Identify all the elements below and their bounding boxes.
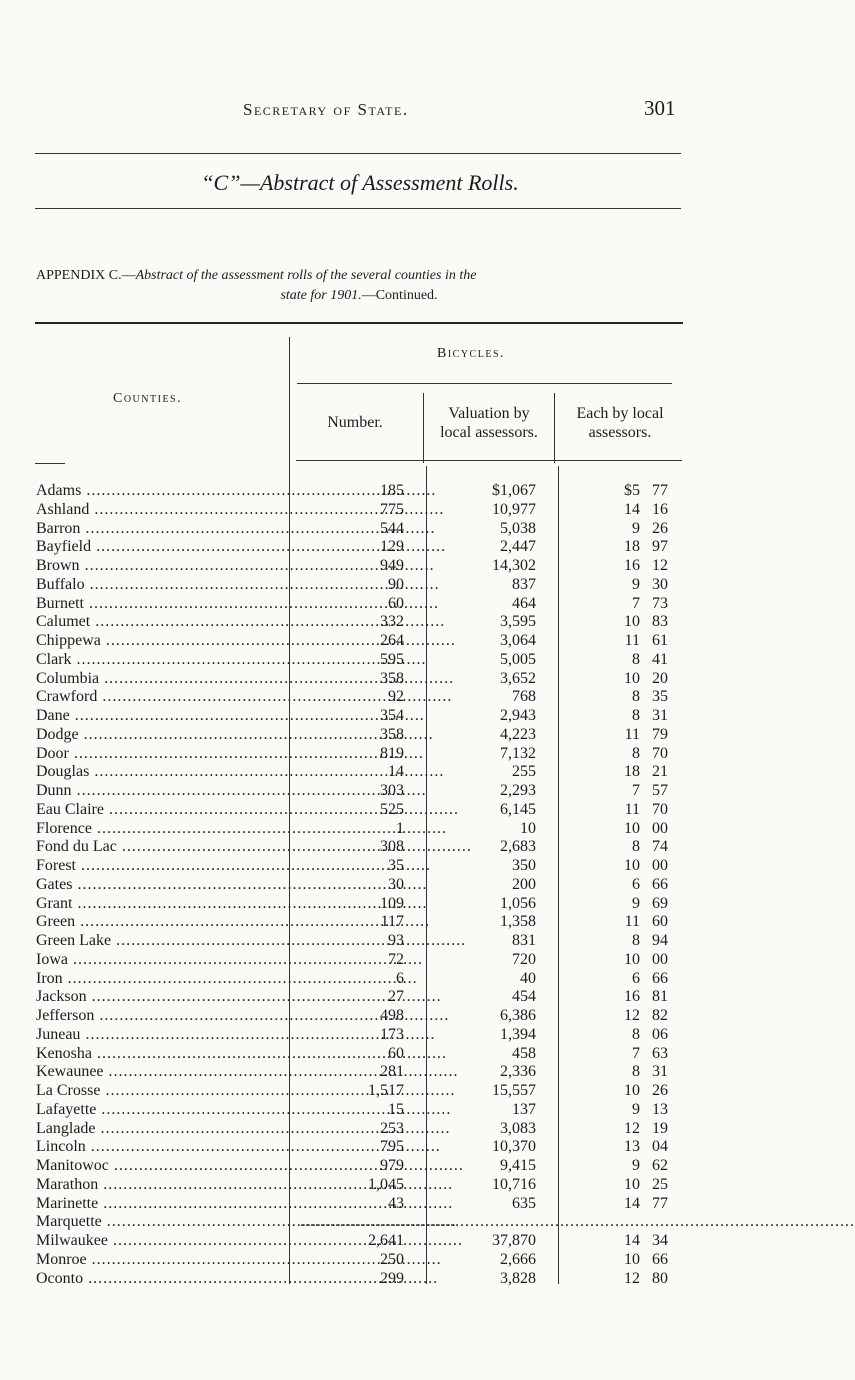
valuation: 3,595: [500, 613, 536, 631]
each-dollars: 18: [624, 763, 640, 781]
county-name: Green Lake .....: [36, 932, 288, 950]
county-name: Clark .....: [36, 651, 288, 669]
bicycle-count: 14: [388, 763, 404, 781]
each-dollars: 6: [632, 969, 640, 987]
bicycle-count: 819: [380, 744, 404, 762]
each-cents: 60: [652, 913, 668, 931]
each-cents: 80: [652, 1269, 668, 1287]
each-cents: 30: [652, 575, 668, 593]
caption-line-1: [36, 266, 682, 286]
bicycle-count: 595: [380, 650, 404, 668]
each-cents: 41: [652, 650, 668, 668]
each-header-line-2: assessors.: [588, 424, 652, 441]
table-row: [0, 1176, 844, 1195]
each-cents: 69: [652, 894, 668, 912]
bicycle-count: 60: [388, 594, 404, 612]
valuation: 10: [520, 819, 536, 837]
table-row: [0, 951, 844, 970]
bicycle-count: 35: [388, 857, 404, 874]
table-row: [0, 1213, 855, 1232]
each-dollars: 11: [624, 632, 640, 649]
table-row: [0, 1082, 844, 1101]
bicycle-count: 2,641: [368, 1232, 404, 1249]
no-data-leader: ...............................................................................................................: [300, 1213, 855, 1231]
table-row: [0, 726, 844, 745]
valuation: 14,302: [492, 557, 536, 574]
each-cents: 16: [652, 500, 668, 518]
each-cents: 21: [652, 763, 668, 781]
bicycle-count: 525: [380, 800, 404, 818]
table-row: [0, 557, 844, 576]
table-row: [0, 1251, 844, 1270]
each-dollars: 11: [624, 913, 640, 931]
county-name: Oconto .....: [36, 1270, 288, 1288]
each-cents: 62: [652, 1157, 668, 1174]
bicycle-count: 43: [388, 1194, 404, 1212]
group-header-rule: [297, 383, 672, 384]
each-cents: 12: [652, 557, 668, 574]
bicycle-count: 358: [380, 725, 404, 743]
bicycle-count: 281: [380, 1063, 404, 1081]
each-cents: 77: [652, 482, 668, 499]
each-cents: 20: [652, 669, 668, 687]
title-rule: [35, 208, 681, 209]
each-dollars: 14: [624, 1232, 640, 1249]
valuation: 1,394: [500, 1025, 536, 1043]
bicycle-count: 6: [396, 969, 404, 987]
running-head: Secretary of State.: [243, 100, 409, 119]
table-row: [0, 801, 844, 820]
valuation: 3,083: [500, 1119, 536, 1137]
table-top-rule: [35, 322, 683, 324]
number-header: Number.: [327, 414, 383, 431]
table-row: [0, 501, 844, 520]
bicycle-count: 979: [380, 1157, 404, 1174]
bicycle-count: 795: [380, 1138, 404, 1156]
each-cents: 77: [652, 1194, 668, 1212]
each-dollars: 7: [632, 1044, 640, 1062]
county-name: Buffalo .....: [36, 576, 288, 594]
valuation: 2,447: [500, 538, 536, 556]
valuation: 137: [512, 1100, 536, 1118]
county-name: Kenosha .....: [36, 1045, 288, 1063]
table-row: [0, 482, 844, 501]
table-row: [0, 632, 844, 651]
each-cents: 82: [652, 1007, 668, 1024]
valuation: 635: [512, 1194, 536, 1212]
county-name: Barron .....: [36, 520, 288, 538]
bicycle-count: 109: [380, 894, 404, 912]
each-dollars: 8: [632, 744, 640, 762]
page-number: 301: [644, 96, 676, 120]
each-dollars: 9: [632, 1100, 640, 1118]
table-row: [0, 913, 844, 932]
valuation-header: [424, 404, 554, 442]
county-name: Marathon .....: [36, 1176, 288, 1194]
county-name: Marquette .....: [36, 1213, 288, 1231]
each-cents: 66: [652, 875, 668, 893]
valuation: 7,132: [500, 744, 536, 762]
valuation-header-line-2: local assessors.: [440, 424, 538, 441]
bicycle-count: 27: [388, 988, 404, 1006]
bicycle-count: 332: [380, 613, 404, 631]
valuation: 5,005: [500, 650, 536, 668]
county-name: Ashland .....: [36, 501, 288, 519]
bicycle-count: 1: [396, 819, 404, 837]
county-name: Bayfield .....: [36, 538, 288, 556]
table-row: [0, 595, 844, 614]
valuation: 200: [512, 875, 536, 893]
each-cents: 13: [652, 1100, 668, 1118]
bicycle-count: 90: [388, 575, 404, 593]
each-dollars: 14: [624, 500, 640, 518]
table-row: [0, 1026, 844, 1045]
table-row: [0, 1063, 844, 1082]
each-dollars: 10: [624, 613, 640, 631]
county-name: Eau Claire .....: [36, 801, 288, 819]
county-name: Douglas .....: [36, 763, 288, 781]
table-row: [0, 988, 844, 1007]
section-title: “C”—Abstract of Assessment Rolls.: [201, 170, 519, 195]
valuation: 9,415: [500, 1157, 536, 1174]
each-dollars: 13: [624, 1138, 640, 1156]
each-dollars: 9: [632, 894, 640, 912]
each-cents: 61: [652, 632, 668, 649]
each-dollars: 8: [632, 707, 640, 724]
each-dollars: 8: [632, 688, 640, 706]
table-row: [0, 876, 844, 895]
each-cents: 81: [652, 988, 668, 1006]
each-dollars: 10: [624, 1250, 640, 1268]
bicycle-count: 253: [380, 1119, 404, 1137]
bicycle-count: 354: [380, 707, 404, 724]
bicycle-count: 358: [380, 669, 404, 687]
bicycle-count: 30: [388, 875, 404, 893]
each-dollars: 9: [632, 519, 640, 537]
each-cents: 26: [652, 519, 668, 537]
each-cents: 19: [652, 1119, 668, 1137]
valuation: 1,056: [500, 894, 536, 912]
valuation: 1,358: [500, 913, 536, 931]
valuation: 768: [512, 688, 536, 706]
each-cents: 70: [652, 800, 668, 818]
table-row: [0, 1045, 844, 1064]
valuation: 4,223: [500, 725, 536, 743]
valuation: 10,977: [492, 500, 536, 518]
county-name: Gates .....: [36, 876, 288, 894]
valuation: 6,386: [500, 1007, 536, 1024]
each-dollars: 10: [624, 819, 640, 837]
county-name: Burnett .....: [36, 595, 288, 613]
table-row: [0, 688, 844, 707]
valuation: $1,067: [492, 482, 536, 499]
header-stub-rule: [35, 463, 65, 464]
table-row: [0, 763, 844, 782]
each-cents: 57: [652, 782, 668, 799]
table-row: [0, 1007, 844, 1026]
county-name: Dane .....: [36, 707, 288, 725]
table-row: [0, 1270, 844, 1289]
valuation-header-divider: [554, 393, 555, 463]
valuation: 2,943: [500, 707, 536, 724]
bicycle-count: 173: [380, 1025, 404, 1043]
each-cents: 94: [652, 932, 668, 949]
county-name: Monroe .....: [36, 1251, 288, 1269]
table-row: [0, 670, 844, 689]
table-row: [0, 1195, 844, 1214]
county-name: Kewaunee .....: [36, 1063, 288, 1081]
each-dollars: 10: [624, 1175, 640, 1193]
table-row: [0, 1232, 844, 1251]
each-dollars: 11: [624, 725, 640, 743]
county-name: Door .....: [36, 745, 288, 763]
each-dollars: 10: [624, 950, 640, 968]
valuation: 5,038: [500, 519, 536, 537]
table-row: [0, 838, 844, 857]
county-name: Iowa .....: [36, 951, 288, 969]
table-row: [0, 932, 844, 951]
each-cents: 00: [652, 857, 668, 874]
bicycle-count: 250: [380, 1250, 404, 1268]
valuation: 831: [512, 932, 536, 949]
valuation: 350: [512, 857, 536, 874]
county-name: Adams .....: [36, 482, 288, 500]
bicycle-count: 1,517: [368, 1082, 404, 1099]
table-row: [0, 520, 844, 539]
valuation: 2,683: [500, 838, 536, 856]
caption-lead: APPENDIX C.—: [36, 268, 136, 283]
each-cents: 25: [652, 1175, 668, 1193]
table-row: [0, 857, 844, 876]
valuation: 454: [512, 988, 536, 1006]
valuation: 10,716: [492, 1175, 536, 1193]
each-cents: 26: [652, 1082, 668, 1099]
each-dollars: 16: [624, 988, 640, 1006]
each-dollars: 8: [632, 1025, 640, 1043]
valuation: 3,828: [500, 1269, 536, 1287]
bicycle-count: 15: [388, 1100, 404, 1118]
table-row: [0, 782, 844, 801]
each-cents: 97: [652, 538, 668, 556]
each-cents: 79: [652, 725, 668, 743]
county-name: Manitowoc .....: [36, 1157, 288, 1175]
county-name: Dunn .....: [36, 782, 288, 800]
each-dollars: 16: [624, 557, 640, 574]
county-name: Jackson .....: [36, 988, 288, 1006]
each-dollars: 10: [624, 1082, 640, 1099]
county-name: Langlade .....: [36, 1120, 288, 1138]
valuation: 2,666: [500, 1250, 536, 1268]
county-name: Calumet .....: [36, 613, 288, 631]
each-cents: 04: [652, 1138, 668, 1156]
valuation: 464: [512, 594, 536, 612]
bicycle-count: 308: [380, 838, 404, 856]
each-dollars: 8: [632, 838, 640, 856]
bicycle-count: 303: [380, 782, 404, 799]
table-row: [0, 1120, 844, 1139]
each-dollars: 6: [632, 875, 640, 893]
valuation: 2,293: [500, 782, 536, 799]
each-dollars: 8: [632, 932, 640, 949]
each-dollars: 14: [624, 1194, 640, 1212]
bicycle-count: 93: [388, 932, 404, 949]
county-name: Grant .....: [36, 895, 288, 913]
valuation: 15,557: [492, 1082, 536, 1099]
bicycle-count: 72: [388, 950, 404, 968]
county-name: Florence .....: [36, 820, 288, 838]
header-bottom-rule: [296, 460, 682, 461]
each-dollars: 12: [624, 1007, 640, 1024]
each-dollars: $5: [624, 482, 640, 499]
bicycle-count: 498: [380, 1007, 404, 1024]
top-rule: [35, 153, 681, 154]
valuation: 37,870: [492, 1232, 536, 1249]
bicycle-count: 117: [380, 913, 404, 931]
valuation: 837: [512, 575, 536, 593]
bicycles-header: Bicycles.: [437, 346, 506, 361]
bicycle-count: 299: [380, 1269, 404, 1287]
caption-line-2: [36, 286, 682, 306]
each-header-line-1: Each by local: [576, 405, 664, 422]
each-dollars: 12: [624, 1119, 640, 1137]
each-cents: 70: [652, 744, 668, 762]
county-name: Forest .....: [36, 857, 288, 875]
table-row: [0, 820, 844, 839]
county-name: Lincoln .....: [36, 1138, 288, 1156]
county-name: Marinette .....: [36, 1195, 288, 1213]
table-row: [0, 538, 844, 557]
each-dollars: 10: [624, 669, 640, 687]
county-name: Green .....: [36, 913, 288, 931]
valuation: 40: [520, 969, 536, 987]
valuation: 3,652: [500, 669, 536, 687]
county-name: Brown .....: [36, 557, 288, 575]
bicycle-count: 544: [380, 519, 404, 537]
county-name: Crawford .....: [36, 688, 288, 706]
each-cents: 66: [652, 969, 668, 987]
table-row: [0, 1101, 844, 1120]
each-cents: 06: [652, 1025, 668, 1043]
each-dollars: 9: [632, 1157, 640, 1174]
valuation: 10,370: [492, 1138, 536, 1156]
each-cents: 31: [652, 1063, 668, 1081]
bicycle-count: 92: [388, 688, 404, 706]
table-row: [0, 970, 844, 989]
county-name: La Crosse .....: [36, 1082, 288, 1100]
valuation: 6,145: [500, 800, 536, 818]
table-row: [0, 895, 844, 914]
each-dollars: 10: [624, 857, 640, 874]
valuation: 458: [512, 1044, 536, 1062]
each-dollars: 9: [632, 575, 640, 593]
valuation: 2,336: [500, 1063, 536, 1081]
number-header-divider: [423, 393, 424, 463]
each-dollars: 8: [632, 1063, 640, 1081]
caption-italic-1: Abstract of the assessment rolls of the several counties in the: [135, 268, 477, 283]
counties-header: Counties.: [113, 391, 183, 406]
valuation: 3,064: [500, 632, 536, 649]
each-header: [556, 404, 684, 442]
each-cents: 83: [652, 613, 668, 631]
each-cents: 66: [652, 1250, 668, 1268]
each-dollars: 8: [632, 650, 640, 668]
table-row: [0, 745, 844, 764]
county-name: Fond du Lac .....: [36, 838, 288, 856]
county-name: Lafayette .....: [36, 1101, 288, 1119]
county-name: Columbia .....: [36, 670, 288, 688]
county-name: Dodge .....: [36, 726, 288, 744]
table-row: [0, 1157, 844, 1176]
table-caption: [36, 266, 682, 306]
each-cents: 34: [652, 1232, 668, 1249]
table-row: [0, 651, 844, 670]
county-name: Chippewa .....: [36, 632, 288, 650]
each-dollars: 7: [632, 782, 640, 799]
bicycle-count: 775: [380, 500, 404, 518]
valuation: 255: [512, 763, 536, 781]
bicycle-count: 185: [380, 482, 404, 499]
table-row: [0, 707, 844, 726]
county-name: Jefferson .....: [36, 1007, 288, 1025]
each-dollars: 11: [624, 800, 640, 818]
bicycle-count: 60: [388, 1044, 404, 1062]
caption-italic-2: state for 1901.: [280, 288, 362, 303]
caption-continued: —Continued.: [361, 288, 438, 303]
bicycle-count: 949: [380, 557, 404, 574]
each-cents: 74: [652, 838, 668, 856]
county-name: Juneau .....: [36, 1026, 288, 1044]
county-name: Milwaukee .....: [36, 1232, 288, 1250]
each-dollars: 7: [632, 594, 640, 612]
each-cents: 00: [652, 950, 668, 968]
each-cents: 35: [652, 688, 668, 706]
table-row: [0, 613, 844, 632]
table-row: [0, 576, 844, 595]
each-cents: 63: [652, 1044, 668, 1062]
bicycle-count: 129: [380, 538, 404, 556]
each-dollars: 12: [624, 1269, 640, 1287]
bicycle-count: 1,045: [368, 1175, 404, 1193]
valuation: 720: [512, 950, 536, 968]
bicycle-count: 264: [380, 632, 404, 649]
each-dollars: 18: [624, 538, 640, 556]
each-cents: 73: [652, 594, 668, 612]
valuation-header-line-1: Valuation by: [448, 405, 530, 422]
table-row: [0, 1138, 844, 1157]
each-cents: 31: [652, 707, 668, 724]
county-name: Iron .....: [36, 970, 288, 988]
each-cents: 00: [652, 819, 668, 837]
